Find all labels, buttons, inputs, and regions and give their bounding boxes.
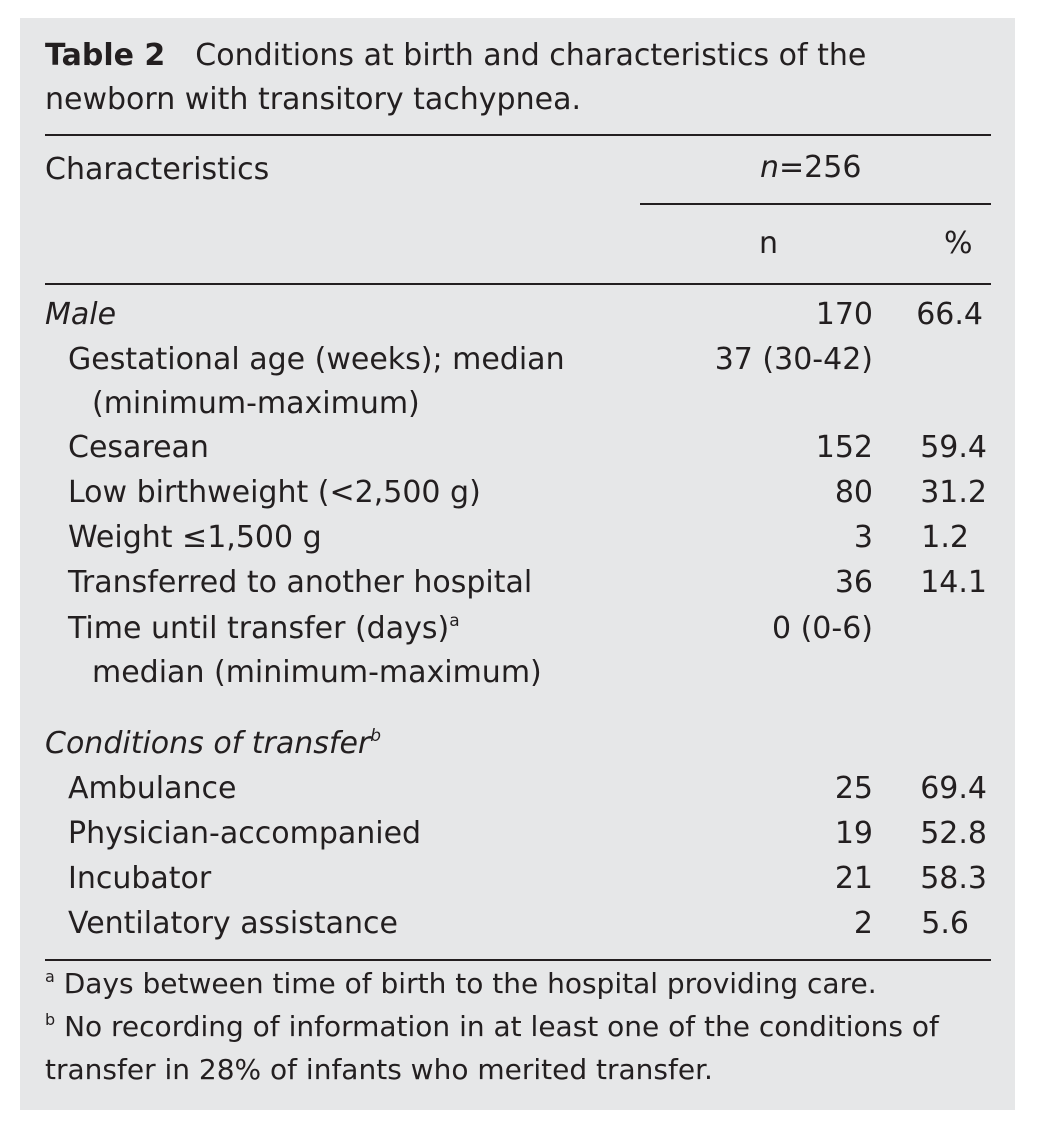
row-gestational-n: 37 (30-42) [714,342,873,377]
row-lowbw-label: Low birthweight (<2,500 g) [68,475,481,510]
row-weight-label: Weight ≤1,500 g [68,520,322,555]
header-group-n-letter: n [760,150,780,185]
row-ambulance-label: Ambulance [68,771,237,806]
header-col-pct: % [944,226,973,261]
row-incubator-label: Incubator [68,861,212,896]
footnote-b-text: No recording of information in at least one of the conditions of transfer in 28% of infants who merited transfer. [45,1010,939,1086]
footnote-b [45,1005,991,1091]
bottom-rule [45,959,991,961]
row-transferred-label: Transferred to another hospital [68,565,533,600]
top-rule [45,134,991,136]
header-col-n: n [759,226,779,261]
footnote-ref-a: a [449,611,460,631]
row-gestational-label-2: (minimum-maximum) [92,386,420,421]
section-label-male: Male [45,297,117,332]
header-rule [45,283,991,285]
row-ambulance-n: 25 [834,771,873,806]
header-group-n [760,146,861,190]
row-weight-pct: 1.2 [921,520,969,555]
row-weight-n: 3 [853,520,873,555]
row-lowbw-n: 80 [834,475,873,510]
row-transferred-n: 36 [834,565,873,600]
table-caption [45,34,945,122]
row-lowbw-pct: 31.2 [920,475,987,510]
footnote-a-mark: a [45,967,55,986]
footnote-a-text: Days between time of birth to the hospital providing care. [63,967,877,1000]
section-label-conditions [45,722,381,766]
table-title: Conditions at birth and characteristics of the newborn with transitory tachypnea. [45,38,867,117]
row-ventilatory-label: Ventilatory assistance [68,906,398,941]
male-n: 170 [815,297,873,332]
row-cesarean-pct: 59.4 [920,430,987,465]
row-time-label-1-text: Time until transfer (days) [68,611,450,646]
row-time-label-2: median (minimum-maximum) [92,655,542,690]
row-physician-n: 19 [834,816,873,851]
row-ventilatory-pct: 5.6 [921,906,969,941]
row-ventilatory-n: 2 [853,906,873,941]
row-cesarean-label: Cesarean [68,430,209,465]
row-cesarean-n: 152 [815,430,873,465]
table-label: Table 2 [45,38,166,73]
footnote-a [45,962,991,1005]
group-subrule [640,203,991,205]
row-transferred-pct: 14.1 [920,565,987,600]
row-incubator-n: 21 [834,861,873,896]
header-group-n-value: =256 [779,150,862,185]
row-time-label-1 [68,607,460,651]
row-gestational-label-1: Gestational age (weeks); median [68,342,565,377]
row-ambulance-pct: 69.4 [920,771,987,806]
footnote-ref-b: b [370,726,382,746]
row-incubator-pct: 58.3 [920,861,987,896]
row-physician-label: Physician-accompanied [68,816,422,851]
header-characteristics: Characteristics [45,152,270,187]
footnote-b-mark: b [45,1010,56,1029]
row-time-n: 0 (0-6) [771,611,873,646]
male-pct: 66.4 [916,297,983,332]
row-physician-pct: 52.8 [920,816,987,851]
section-label-conditions-text: Conditions of transfer [45,726,371,761]
